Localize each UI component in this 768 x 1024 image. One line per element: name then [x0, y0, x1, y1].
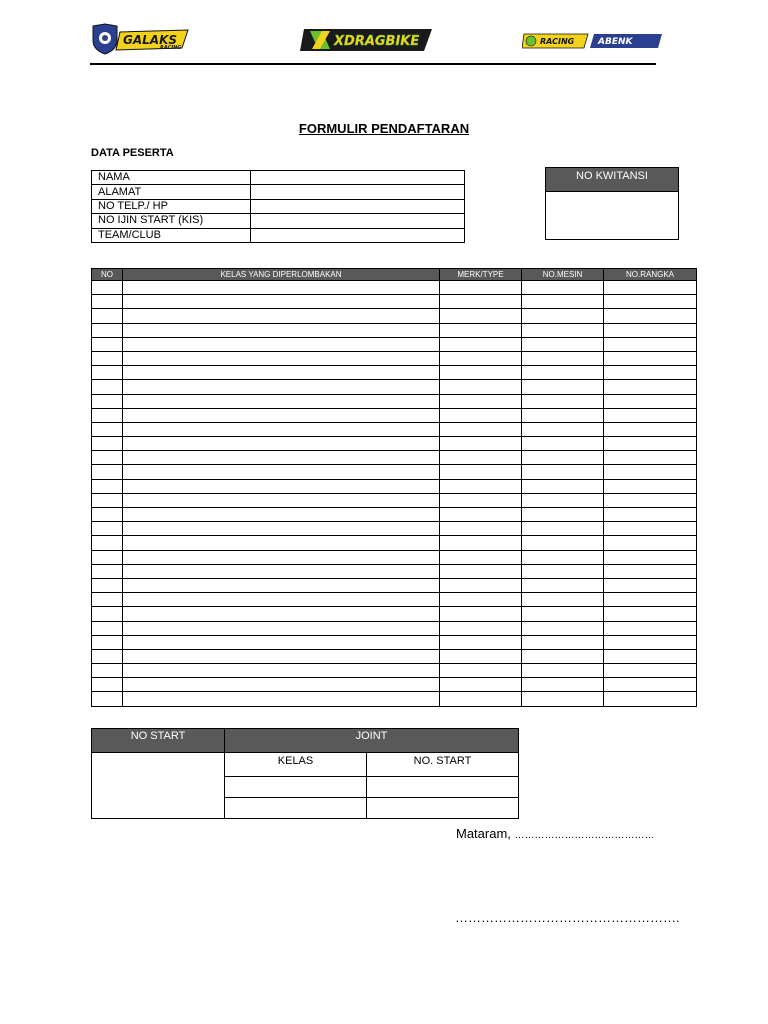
- entry-no-cell[interactable]: [92, 295, 123, 309]
- field-label-phone: NO TELP./ HP: [92, 199, 251, 213]
- entry-no-cell[interactable]: [92, 309, 123, 323]
- form-title: FORMULIR PENDAFTARAN: [298, 121, 470, 136]
- entry-brand-cell[interactable]: [440, 465, 522, 479]
- receipt-value-input[interactable]: [546, 192, 678, 238]
- entry-engine-cell[interactable]: [522, 649, 604, 663]
- entry-frame-cell[interactable]: [604, 465, 697, 479]
- entry-brand-cell[interactable]: [440, 408, 522, 422]
- entry-class-cell[interactable]: [123, 607, 440, 621]
- entry-brand-cell[interactable]: [440, 678, 522, 692]
- entry-engine-cell[interactable]: [522, 394, 604, 408]
- entry-class-cell[interactable]: [123, 451, 440, 465]
- table-row: [92, 593, 697, 607]
- entry-frame-cell[interactable]: [604, 649, 697, 663]
- entry-brand-cell[interactable]: [440, 493, 522, 507]
- entry-engine-cell[interactable]: [522, 578, 604, 592]
- galaks-logo-subtext: RACING: [160, 45, 182, 51]
- entry-frame-cell[interactable]: [604, 394, 697, 408]
- table-row: [92, 536, 697, 550]
- entry-class-cell[interactable]: [123, 578, 440, 592]
- galaks-logo-text: GALAKS: [123, 33, 178, 47]
- entry-engine-cell[interactable]: [522, 309, 604, 323]
- joint-header: JOINT: [225, 729, 519, 753]
- sponsor-1-text: RACING: [540, 37, 575, 46]
- start-subheader-row: [92, 753, 519, 777]
- table-row: [92, 323, 697, 337]
- entry-engine-cell[interactable]: [522, 564, 604, 578]
- entry-engine-cell[interactable]: [522, 366, 604, 380]
- table-row: [92, 678, 697, 692]
- entry-class-cell[interactable]: [123, 408, 440, 422]
- entry-engine-cell[interactable]: [522, 635, 604, 649]
- entry-frame-cell[interactable]: [604, 437, 697, 451]
- table-row: [92, 550, 697, 564]
- table-row: [92, 465, 697, 479]
- entry-brand-cell[interactable]: [440, 479, 522, 493]
- entry-no-cell[interactable]: [92, 692, 123, 706]
- entry-frame-cell[interactable]: [604, 479, 697, 493]
- table-row: [92, 664, 697, 678]
- table-row: [92, 522, 697, 536]
- entry-no-cell[interactable]: [92, 536, 123, 550]
- entry-engine-cell[interactable]: [522, 550, 604, 564]
- entry-brand-cell[interactable]: [440, 394, 522, 408]
- participant-data-table: [91, 170, 465, 243]
- entry-class-cell[interactable]: [123, 380, 440, 394]
- entry-no-cell[interactable]: [92, 323, 123, 337]
- entry-no-cell[interactable]: [92, 408, 123, 422]
- entry-class-cell[interactable]: [123, 493, 440, 507]
- entry-engine-cell[interactable]: [522, 621, 604, 635]
- entry-frame-cell[interactable]: [604, 607, 697, 621]
- entry-frame-cell[interactable]: [604, 351, 697, 365]
- entry-no-cell[interactable]: [92, 550, 123, 564]
- entry-class-cell[interactable]: [123, 522, 440, 536]
- participant-row-address: [92, 185, 465, 199]
- entry-brand-cell[interactable]: [440, 564, 522, 578]
- entry-no-cell[interactable]: [92, 564, 123, 578]
- table-row: [92, 607, 697, 621]
- entry-class-cell[interactable]: [123, 366, 440, 380]
- entry-no-cell[interactable]: [92, 422, 123, 436]
- table-row: [92, 493, 697, 507]
- table-row: [92, 380, 697, 394]
- entry-no-cell[interactable]: [92, 337, 123, 351]
- receipt-box: [545, 167, 679, 240]
- entry-engine-cell[interactable]: [522, 422, 604, 436]
- joint-no-start-label: NO. START: [367, 753, 519, 777]
- entry-class-cell[interactable]: [123, 564, 440, 578]
- entry-class-cell[interactable]: [123, 323, 440, 337]
- entry-engine-cell[interactable]: [522, 607, 604, 621]
- entry-frame-cell[interactable]: [604, 337, 697, 351]
- entry-class-cell[interactable]: [123, 692, 440, 706]
- field-address-input[interactable]: [251, 185, 465, 199]
- field-name-input[interactable]: [251, 171, 465, 185]
- entry-no-cell[interactable]: [92, 508, 123, 522]
- entry-class-cell[interactable]: [123, 351, 440, 365]
- entry-class-cell[interactable]: [123, 337, 440, 351]
- table-row: [92, 309, 697, 323]
- entry-no-cell[interactable]: [92, 664, 123, 678]
- table-row: [92, 578, 697, 592]
- entries-header-row: [92, 269, 697, 281]
- entry-no-cell[interactable]: [92, 351, 123, 365]
- entry-no-cell[interactable]: [92, 451, 123, 465]
- entry-no-cell[interactable]: [92, 593, 123, 607]
- entry-class-cell[interactable]: [123, 664, 440, 678]
- entry-frame-cell[interactable]: [604, 380, 697, 394]
- start-number-table: [91, 728, 519, 819]
- entry-no-cell[interactable]: [92, 607, 123, 621]
- class-entries-table: [91, 268, 697, 707]
- column-header-class: KELAS YANG DIPERLOMBAKAN: [123, 269, 440, 281]
- entry-class-cell[interactable]: [123, 649, 440, 663]
- table-row: [92, 479, 697, 493]
- joint-kelas-cell[interactable]: [225, 777, 367, 798]
- field-label-team: TEAM/CLUB: [92, 228, 251, 242]
- joint-kelas-cell[interactable]: [225, 798, 367, 819]
- entry-frame-cell[interactable]: [604, 621, 697, 635]
- entry-no-cell[interactable]: [92, 635, 123, 649]
- entry-engine-cell[interactable]: [522, 437, 604, 451]
- entry-no-cell[interactable]: [92, 366, 123, 380]
- entry-frame-cell[interactable]: [604, 295, 697, 309]
- entry-engine-cell[interactable]: [522, 451, 604, 465]
- column-header-no: NO: [92, 269, 123, 281]
- participant-row-team: [92, 228, 465, 242]
- entry-brand-cell[interactable]: [440, 635, 522, 649]
- entry-class-cell[interactable]: [123, 309, 440, 323]
- entry-frame-cell[interactable]: [604, 578, 697, 592]
- entry-engine-cell[interactable]: [522, 536, 604, 550]
- place-date: [456, 826, 655, 841]
- field-team-input[interactable]: [251, 228, 465, 242]
- participant-row-phone: [92, 199, 465, 213]
- entry-engine-cell[interactable]: [522, 678, 604, 692]
- entry-brand-cell[interactable]: [440, 522, 522, 536]
- no-start-header: NO START: [92, 729, 225, 753]
- entry-no-cell[interactable]: [92, 394, 123, 408]
- entry-class-cell[interactable]: [123, 479, 440, 493]
- entry-engine-cell[interactable]: [522, 692, 604, 706]
- entry-engine-cell[interactable]: [522, 522, 604, 536]
- entry-class-cell[interactable]: [123, 394, 440, 408]
- entry-frame-cell[interactable]: [604, 593, 697, 607]
- entry-engine-cell[interactable]: [522, 493, 604, 507]
- entry-engine-cell[interactable]: [522, 508, 604, 522]
- entry-frame-cell[interactable]: [604, 564, 697, 578]
- entry-class-cell[interactable]: [123, 281, 440, 295]
- participant-row-kis: [92, 214, 465, 228]
- entry-brand-cell[interactable]: [440, 593, 522, 607]
- entry-no-cell[interactable]: [92, 578, 123, 592]
- entry-no-cell[interactable]: [92, 465, 123, 479]
- entry-brand-cell[interactable]: [440, 550, 522, 564]
- field-phone-input[interactable]: [251, 199, 465, 213]
- entry-frame-cell[interactable]: [604, 678, 697, 692]
- entry-frame-cell[interactable]: [604, 309, 697, 323]
- table-row: [92, 564, 697, 578]
- no-start-value-cell[interactable]: [92, 753, 225, 819]
- entry-brand-cell[interactable]: [440, 351, 522, 365]
- column-header-engine-no: NO.MESIN: [522, 269, 604, 281]
- header-divider: [90, 63, 656, 65]
- entry-class-cell[interactable]: [123, 437, 440, 451]
- entry-no-cell[interactable]: [92, 281, 123, 295]
- table-row: [92, 295, 697, 309]
- table-row: [92, 508, 697, 522]
- table-row: [92, 281, 697, 295]
- entry-brand-cell[interactable]: [440, 323, 522, 337]
- entry-frame-cell[interactable]: [604, 635, 697, 649]
- field-kis-input[interactable]: [251, 214, 465, 228]
- entry-engine-cell[interactable]: [522, 408, 604, 422]
- entry-engine-cell[interactable]: [522, 337, 604, 351]
- entry-frame-cell[interactable]: [604, 664, 697, 678]
- section-label-data-peserta: DATA PESERTA: [91, 147, 174, 159]
- table-row: [92, 635, 697, 649]
- entry-brand-cell[interactable]: [440, 451, 522, 465]
- entry-frame-cell[interactable]: [604, 522, 697, 536]
- field-label-name: NAMA: [92, 171, 251, 185]
- entry-brand-cell[interactable]: [440, 664, 522, 678]
- entries-body: [92, 281, 697, 707]
- column-header-brand-type: MERK/TYPE: [440, 269, 522, 281]
- entry-no-cell[interactable]: [92, 437, 123, 451]
- header-logos: [90, 22, 666, 62]
- entry-brand-cell[interactable]: [440, 578, 522, 592]
- entry-brand-cell[interactable]: [440, 337, 522, 351]
- date-dots[interactable]: ……………………………………: [514, 830, 655, 841]
- entry-brand-cell[interactable]: [440, 508, 522, 522]
- field-label-kis: NO IJIN START (KIS): [92, 214, 251, 228]
- entry-no-cell[interactable]: [92, 621, 123, 635]
- table-row: [92, 408, 697, 422]
- entry-frame-cell[interactable]: [604, 692, 697, 706]
- entry-brand-cell[interactable]: [440, 437, 522, 451]
- joint-kelas-label: KELAS: [225, 753, 367, 777]
- entry-brand-cell[interactable]: [440, 366, 522, 380]
- entry-frame-cell[interactable]: [604, 508, 697, 522]
- entry-frame-cell[interactable]: [604, 323, 697, 337]
- entry-brand-cell[interactable]: [440, 295, 522, 309]
- table-row: [92, 394, 697, 408]
- entry-frame-cell[interactable]: [604, 493, 697, 507]
- galaks-racing-logo: [90, 22, 190, 56]
- entry-frame-cell[interactable]: [604, 408, 697, 422]
- table-row: [92, 451, 697, 465]
- entry-brand-cell[interactable]: [440, 692, 522, 706]
- entry-engine-cell[interactable]: [522, 479, 604, 493]
- entry-class-cell[interactable]: [123, 465, 440, 479]
- entry-frame-cell[interactable]: [604, 366, 697, 380]
- table-row: [92, 351, 697, 365]
- entry-no-cell[interactable]: [92, 380, 123, 394]
- entry-no-cell[interactable]: [92, 649, 123, 663]
- entry-engine-cell[interactable]: [522, 351, 604, 365]
- entry-brand-cell[interactable]: [440, 380, 522, 394]
- entry-class-cell[interactable]: [123, 550, 440, 564]
- entry-engine-cell[interactable]: [522, 323, 604, 337]
- entry-class-cell[interactable]: [123, 635, 440, 649]
- entry-engine-cell[interactable]: [522, 281, 604, 295]
- entry-class-cell[interactable]: [123, 536, 440, 550]
- table-row: [92, 692, 697, 706]
- xdragbike-logo-text: XDRAGBIKE: [334, 34, 420, 49]
- table-row: [92, 649, 697, 663]
- entry-frame-cell[interactable]: [604, 536, 697, 550]
- table-row: [92, 366, 697, 380]
- entry-class-cell[interactable]: [123, 508, 440, 522]
- entry-engine-cell[interactable]: [522, 465, 604, 479]
- entry-class-cell[interactable]: [123, 593, 440, 607]
- entry-brand-cell[interactable]: [440, 281, 522, 295]
- entry-brand-cell[interactable]: [440, 536, 522, 550]
- entry-brand-cell[interactable]: [440, 621, 522, 635]
- entry-engine-cell[interactable]: [522, 380, 604, 394]
- entry-brand-cell[interactable]: [440, 607, 522, 621]
- start-header-row: [92, 729, 519, 753]
- joint-no-start-cell[interactable]: [367, 777, 519, 798]
- column-header-frame-no: NO.RANGKA: [604, 269, 697, 281]
- entry-no-cell[interactable]: [92, 522, 123, 536]
- entry-engine-cell[interactable]: [522, 295, 604, 309]
- table-row: [92, 621, 697, 635]
- table-row: [92, 422, 697, 436]
- entry-frame-cell[interactable]: [604, 550, 697, 564]
- entry-brand-cell[interactable]: [440, 422, 522, 436]
- joint-no-start-cell[interactable]: [367, 798, 519, 819]
- place-text: Mataram,: [456, 826, 511, 841]
- entry-class-cell[interactable]: [123, 678, 440, 692]
- signature-line[interactable]: …………………………………………….: [455, 910, 680, 925]
- table-row: [92, 437, 697, 451]
- entry-engine-cell[interactable]: [522, 664, 604, 678]
- entry-class-cell[interactable]: [123, 295, 440, 309]
- entry-engine-cell[interactable]: [522, 593, 604, 607]
- entry-frame-cell[interactable]: [604, 422, 697, 436]
- entry-brand-cell[interactable]: [440, 649, 522, 663]
- entry-brand-cell[interactable]: [440, 309, 522, 323]
- xdragbike-logo: [300, 27, 434, 53]
- entry-no-cell[interactable]: [92, 493, 123, 507]
- entry-no-cell[interactable]: [92, 479, 123, 493]
- entry-no-cell[interactable]: [92, 678, 123, 692]
- field-label-address: ALAMAT: [92, 185, 251, 199]
- entry-class-cell[interactable]: [123, 422, 440, 436]
- receipt-header: NO KWITANSI: [546, 168, 678, 192]
- entry-class-cell[interactable]: [123, 621, 440, 635]
- sponsor-2-text: ABENK: [598, 37, 633, 47]
- entry-frame-cell[interactable]: [604, 281, 697, 295]
- table-row: [92, 337, 697, 351]
- sponsor-logos: [522, 32, 662, 50]
- participant-row-name: [92, 171, 465, 185]
- entry-frame-cell[interactable]: [604, 451, 697, 465]
